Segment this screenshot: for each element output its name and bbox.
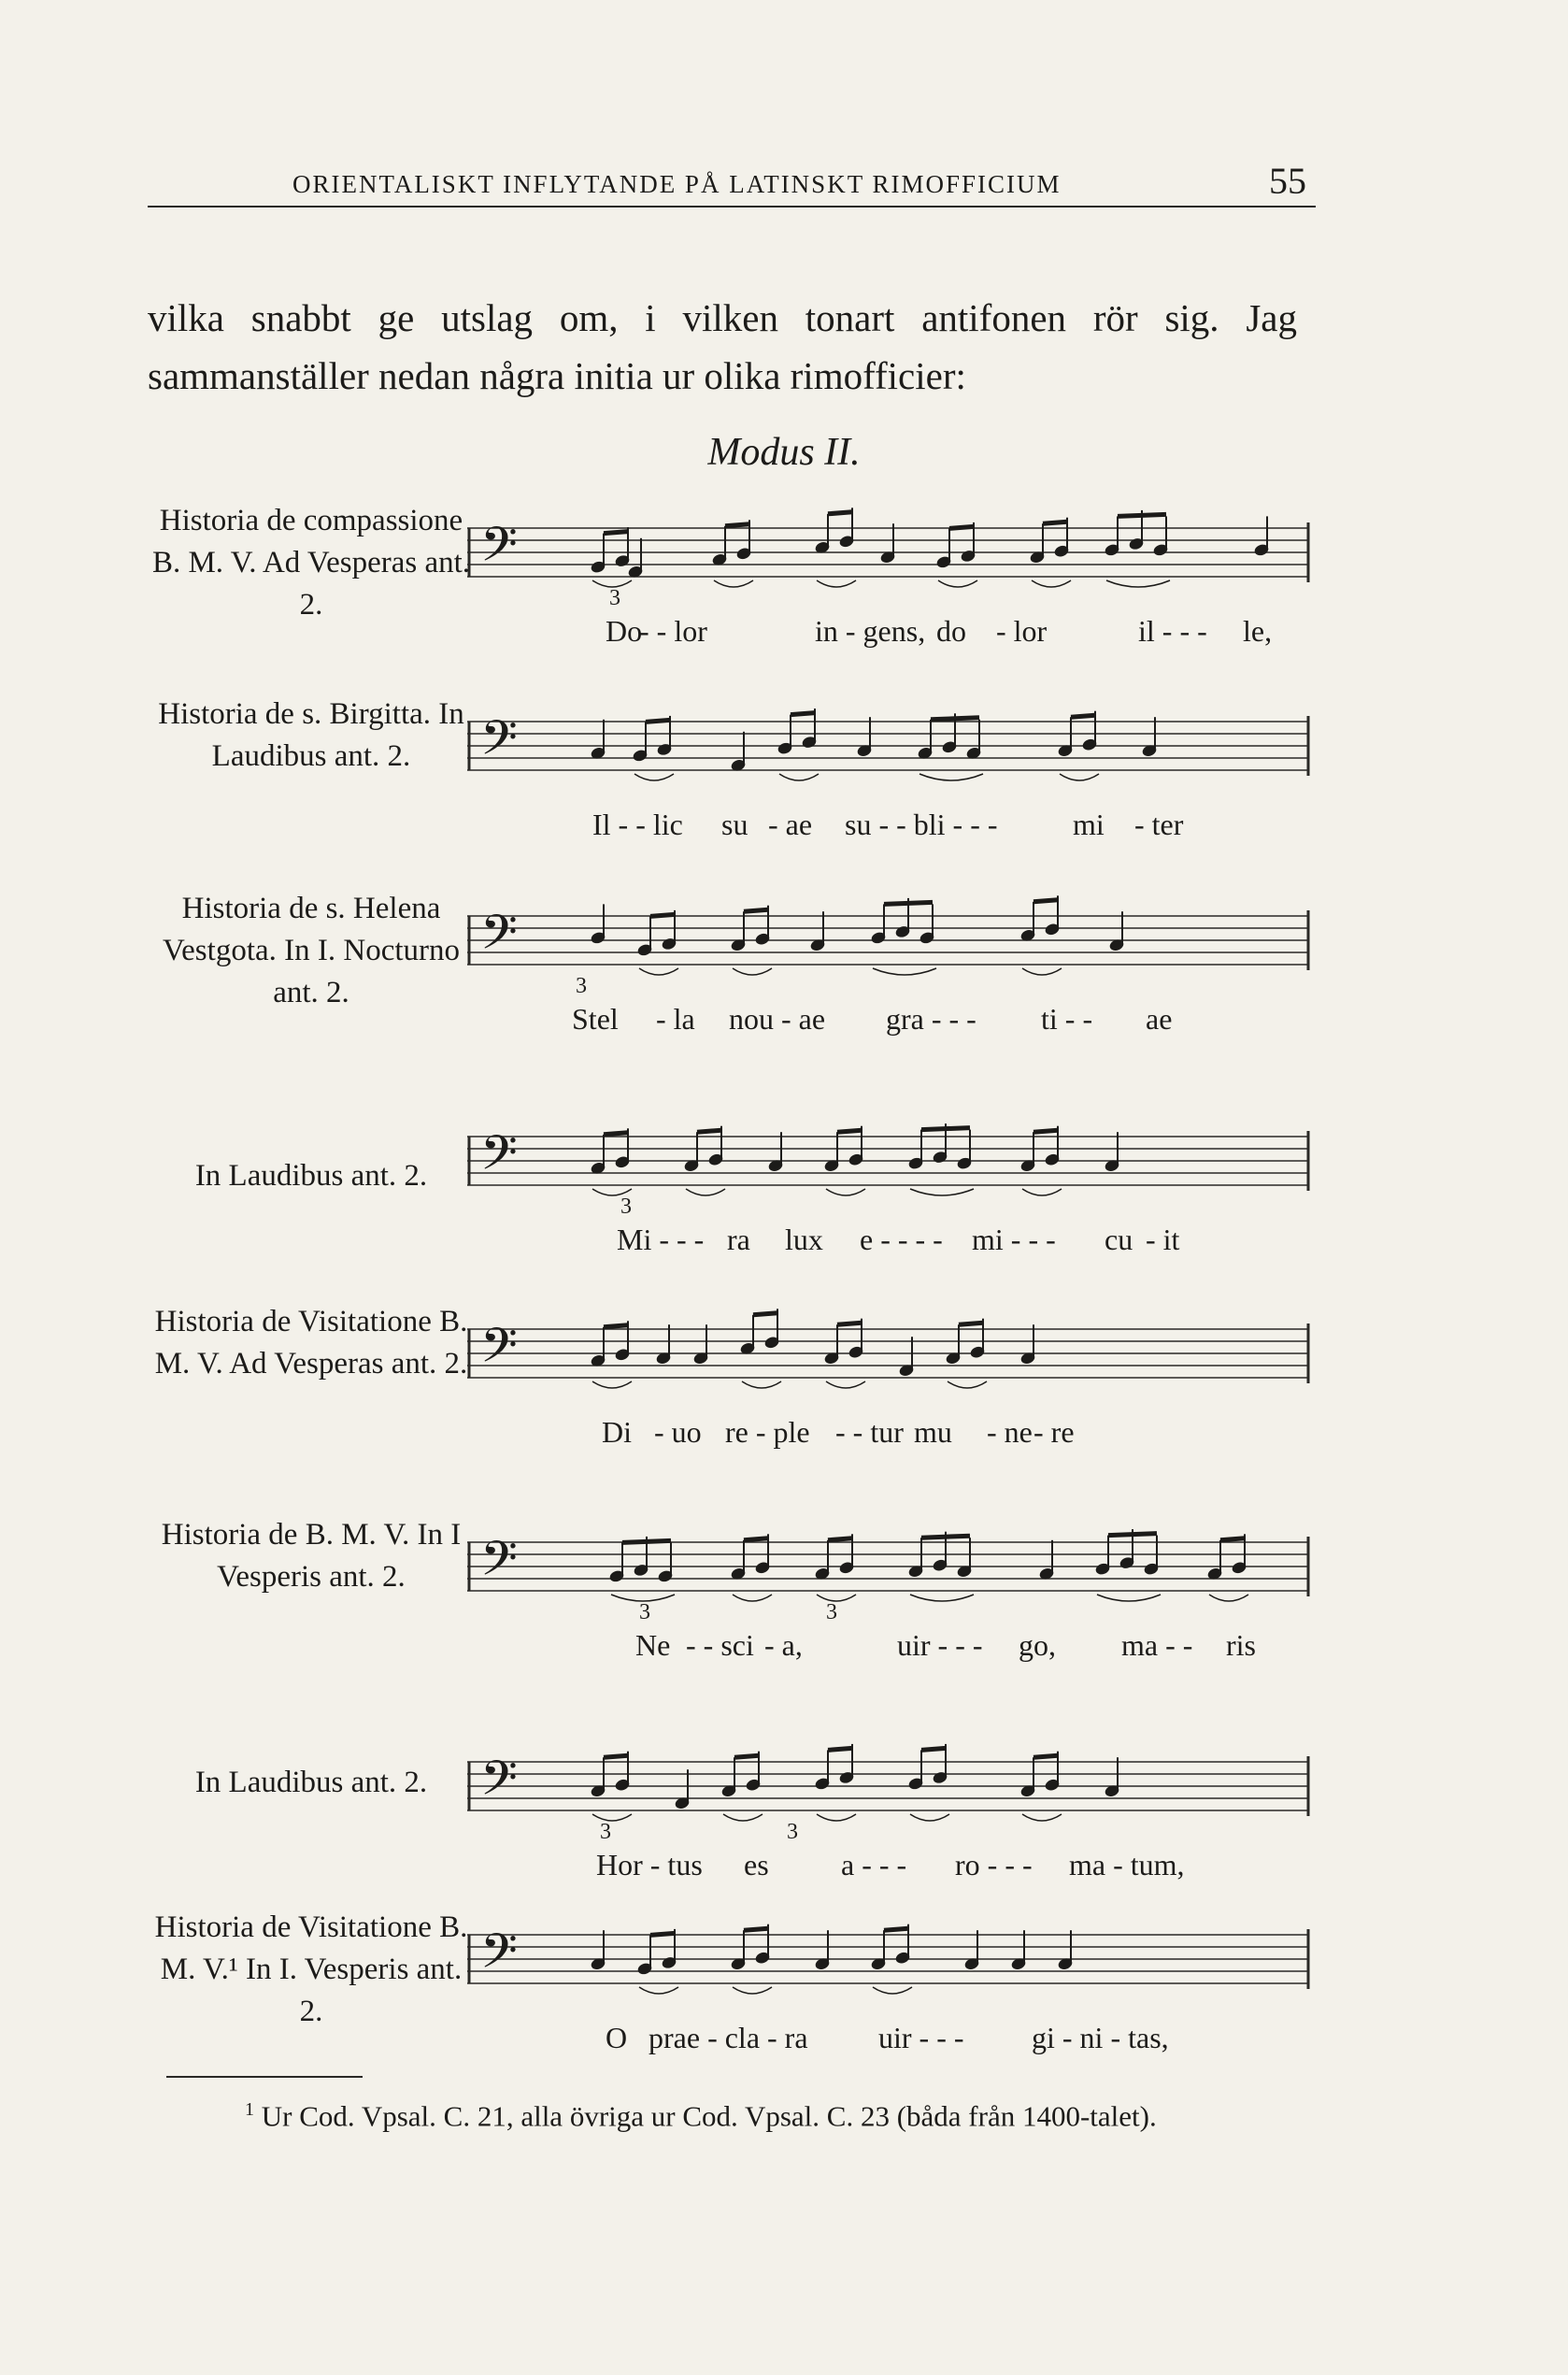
slur: [948, 1381, 987, 1388]
lyric-syllable: Do: [606, 614, 643, 648]
source-label: Historia de B. M. V. In I Vesperis ant. 2.: [161, 1518, 462, 1594]
lyric-syllable: il - - -: [1138, 614, 1207, 648]
staff: [467, 680, 1318, 801]
note-beam: [1071, 715, 1095, 717]
lyric-syllable: nou - ae: [729, 1002, 826, 1036]
note-beam: [828, 1538, 852, 1540]
lyrics-line: [467, 1223, 1318, 1269]
slur: [592, 1381, 632, 1388]
slur: [1209, 1595, 1248, 1601]
lyric-syllable: cu: [1105, 1223, 1133, 1256]
lyric-syllable: a - - -: [841, 1848, 907, 1881]
note-beam: [650, 1933, 675, 1935]
bass-clef-icon: 𝄢: [480, 1530, 518, 1598]
slur: [639, 1987, 678, 1994]
source-label: Historia de s. Birgitta. In Laudibus ant. 2.: [158, 697, 464, 773]
bass-clef-icon: 𝄢: [480, 709, 518, 778]
note-beam: [949, 526, 974, 528]
lyric-syllable: mi - - -: [972, 1223, 1056, 1256]
tuplet-mark: 3: [600, 1820, 611, 1844]
lyrics-line: [467, 1415, 1318, 1462]
slur: [826, 1189, 865, 1195]
staff: [467, 874, 1318, 995]
note-beam: [1043, 522, 1067, 523]
source-label: In Laudibus ant. 2.: [194, 1766, 428, 1799]
note-beam: [1108, 1534, 1157, 1536]
lyric-syllable: su - - bli - - -: [845, 808, 998, 841]
bass-clef-icon: 𝄢: [480, 1923, 518, 1991]
tuplet-mark: 3: [639, 1600, 650, 1624]
tuplet-mark: 3: [620, 1195, 632, 1219]
modus-heading: Modus II.: [707, 431, 861, 474]
note-beam: [725, 524, 749, 526]
slur: [910, 1595, 974, 1601]
slur: [733, 968, 772, 975]
slur: [1022, 1814, 1062, 1821]
lyric-syllable: le,: [1243, 614, 1273, 648]
tuplet-mark: 3: [576, 974, 587, 998]
lyric-syllable: - lor: [996, 614, 1048, 648]
slur: [938, 580, 977, 587]
slur: [910, 1189, 974, 1195]
lyric-syllable: - ne: [987, 1415, 1033, 1449]
note-beam: [604, 1325, 628, 1327]
lyric-syllable: Mi - - -: [617, 1223, 705, 1256]
slur: [873, 1987, 912, 1994]
lyric-syllable: in - gens,: [815, 614, 926, 648]
lyric-syllable: - a,: [764, 1628, 803, 1662]
lyric-syllable: mi: [1073, 808, 1105, 841]
source-label: In Laudibus ant. 2.: [194, 1159, 428, 1193]
note-beam: [884, 902, 933, 904]
lyric-syllable: ti - -: [1041, 1002, 1093, 1036]
lyric-syllable: - la: [656, 1002, 695, 1036]
lyric-syllable: Stel: [572, 1002, 619, 1036]
lyric-syllable: mu: [914, 1415, 952, 1449]
slur: [1032, 580, 1071, 587]
note-beam: [1033, 900, 1058, 902]
slur: [639, 968, 678, 975]
footnote-rule: [166, 2076, 363, 2078]
note-beam: [622, 1540, 671, 1542]
source-label: Historia de Visitatione B. M. V. Ad Vesperas ant. 2.: [154, 1305, 468, 1381]
lyric-syllable: Hor - tus: [596, 1848, 703, 1881]
slur: [1060, 774, 1099, 780]
lyrics-line: [467, 1628, 1318, 1675]
note-beam: [1033, 1130, 1058, 1132]
footnote-text: Ur Cod. Vpsal. C. 21, alla övriga ur Cod. Vpsal. C. 23 (båda från 1400-talet).: [261, 2099, 1157, 2133]
lyric-syllable: do: [936, 614, 966, 648]
lyrics-line: [467, 1002, 1318, 1049]
tuplet-mark: 3: [826, 1600, 837, 1624]
note-beam: [931, 718, 979, 720]
staff: [467, 486, 1318, 608]
lyric-syllable: ro - - -: [955, 1848, 1033, 1881]
source-label: Historia de Visitatione B. M. V.¹ In I. Vesperis ant. 2.: [154, 1910, 468, 2028]
lyric-syllable: e - - - -: [860, 1223, 943, 1256]
lyric-syllable: O: [606, 2021, 628, 2054]
note-beam: [744, 1538, 768, 1540]
staff: [467, 1500, 1318, 1622]
staff: [467, 1095, 1318, 1216]
lyric-syllable: go,: [1019, 1628, 1056, 1662]
lyric-syllable: - ae: [768, 808, 813, 841]
lyrics-line: [467, 2021, 1318, 2067]
slur: [742, 1381, 781, 1388]
note-beam: [604, 1133, 628, 1135]
lyric-syllable: es: [744, 1848, 769, 1881]
note-beam: [959, 1323, 983, 1324]
lyric-syllable: ris: [1226, 1628, 1256, 1662]
lyric-syllable: ma - -: [1121, 1628, 1193, 1662]
lyric-syllable: uir - - -: [897, 1628, 983, 1662]
slur: [817, 580, 856, 587]
lyric-syllable: Di: [602, 1415, 632, 1449]
bass-clef-icon: 𝄢: [480, 1317, 518, 1385]
lyric-syllable: gra - - -: [886, 1002, 976, 1036]
slur: [1097, 1595, 1161, 1601]
bass-clef-icon: 𝄢: [480, 516, 518, 584]
note-beam: [604, 532, 628, 534]
note-beam: [1220, 1538, 1245, 1540]
note-beam: [744, 1928, 768, 1930]
lyric-syllable: - - tur: [835, 1415, 904, 1449]
staff: [467, 1720, 1318, 1841]
page-number: 55: [1269, 160, 1306, 202]
lyric-syllable: - ter: [1134, 808, 1184, 841]
lyric-syllable: - - lor: [639, 614, 707, 648]
note-beam: [921, 1128, 970, 1130]
lyric-syllable: ra: [727, 1223, 750, 1256]
slur: [714, 580, 753, 587]
lyric-syllable: ae: [1146, 1002, 1173, 1036]
lyrics-line: [467, 1848, 1318, 1895]
lyric-syllable: - - sci: [686, 1628, 754, 1662]
lyric-syllable: Ne: [635, 1628, 671, 1662]
note-beam: [697, 1130, 721, 1132]
note-beam: [1118, 514, 1166, 516]
lyric-syllable: uir - - -: [878, 2021, 964, 2054]
body-paragraph: vilka snabbt ge utslag om, i vilken tonart antifonen rör sig. Jag sammanställer nedan några initia ur olika rimofficier:: [148, 296, 1297, 397]
slur: [873, 968, 936, 975]
slur: [826, 1381, 865, 1388]
note-beam: [650, 914, 675, 916]
lyric-syllable: - re: [1033, 1415, 1075, 1449]
lyric-syllable: lux: [785, 1223, 823, 1256]
lyric-syllable: re - ple: [725, 1415, 810, 1449]
slur: [634, 774, 674, 780]
lyric-syllable: su: [721, 808, 748, 841]
lyrics-line: [467, 808, 1318, 854]
note-beam: [791, 713, 815, 715]
slur: [723, 1814, 763, 1821]
running-title: ORIENTALISKT INFLYTANDE PÅ LATINSKT RIMOFFICIUM: [292, 170, 1062, 198]
bass-clef-icon: 𝄢: [480, 904, 518, 972]
note-beam: [828, 512, 852, 514]
source-label: Historia de compassione B. M. V. Ad Vesperas ant. 2.: [151, 504, 471, 622]
note-beam: [828, 1748, 852, 1750]
slur: [733, 1595, 772, 1601]
tuplet-mark: 3: [787, 1820, 798, 1844]
lyrics-line: [467, 614, 1318, 661]
slur: [919, 774, 983, 780]
running-head: [148, 150, 1316, 207]
lyric-syllable: gi - ni - tas,: [1032, 2021, 1169, 2054]
slur: [733, 1987, 772, 1994]
staff: [467, 1893, 1318, 2014]
note-beam: [753, 1313, 777, 1315]
slur: [686, 1189, 725, 1195]
tuplet-mark: 3: [609, 586, 620, 610]
staff: [467, 1287, 1318, 1409]
note-beam: [646, 720, 670, 722]
note-beam: [604, 1755, 628, 1757]
slur: [592, 1814, 632, 1821]
slur: [1022, 968, 1062, 975]
lyric-syllable: prae - cla - ra: [649, 2021, 808, 2054]
note-beam: [1033, 1755, 1058, 1757]
bass-clef-icon: 𝄢: [480, 1750, 518, 1818]
slur: [1022, 1189, 1062, 1195]
note-beam: [734, 1755, 759, 1757]
source-label: Historia de s. Helena Vestgota. In I. Nocturno ant. 2.: [162, 892, 460, 1009]
bass-clef-icon: 𝄢: [480, 1124, 518, 1193]
lyric-syllable: - uo: [654, 1415, 702, 1449]
note-beam: [921, 1536, 970, 1538]
note-beam: [884, 1928, 908, 1930]
lyric-syllable: - it: [1146, 1223, 1180, 1256]
slur: [910, 1814, 949, 1821]
slur: [817, 1814, 856, 1821]
note-beam: [837, 1323, 862, 1324]
lyric-syllable: ma - tum,: [1069, 1848, 1185, 1881]
footnote-mark: 1: [245, 2099, 254, 2120]
footnote: [166, 2086, 1316, 2139]
note-beam: [921, 1748, 946, 1750]
note-beam: [744, 909, 768, 911]
slur: [779, 774, 819, 780]
lyric-syllable: Il - - lic: [592, 808, 683, 841]
note-beam: [837, 1130, 862, 1132]
slur: [1106, 580, 1170, 587]
